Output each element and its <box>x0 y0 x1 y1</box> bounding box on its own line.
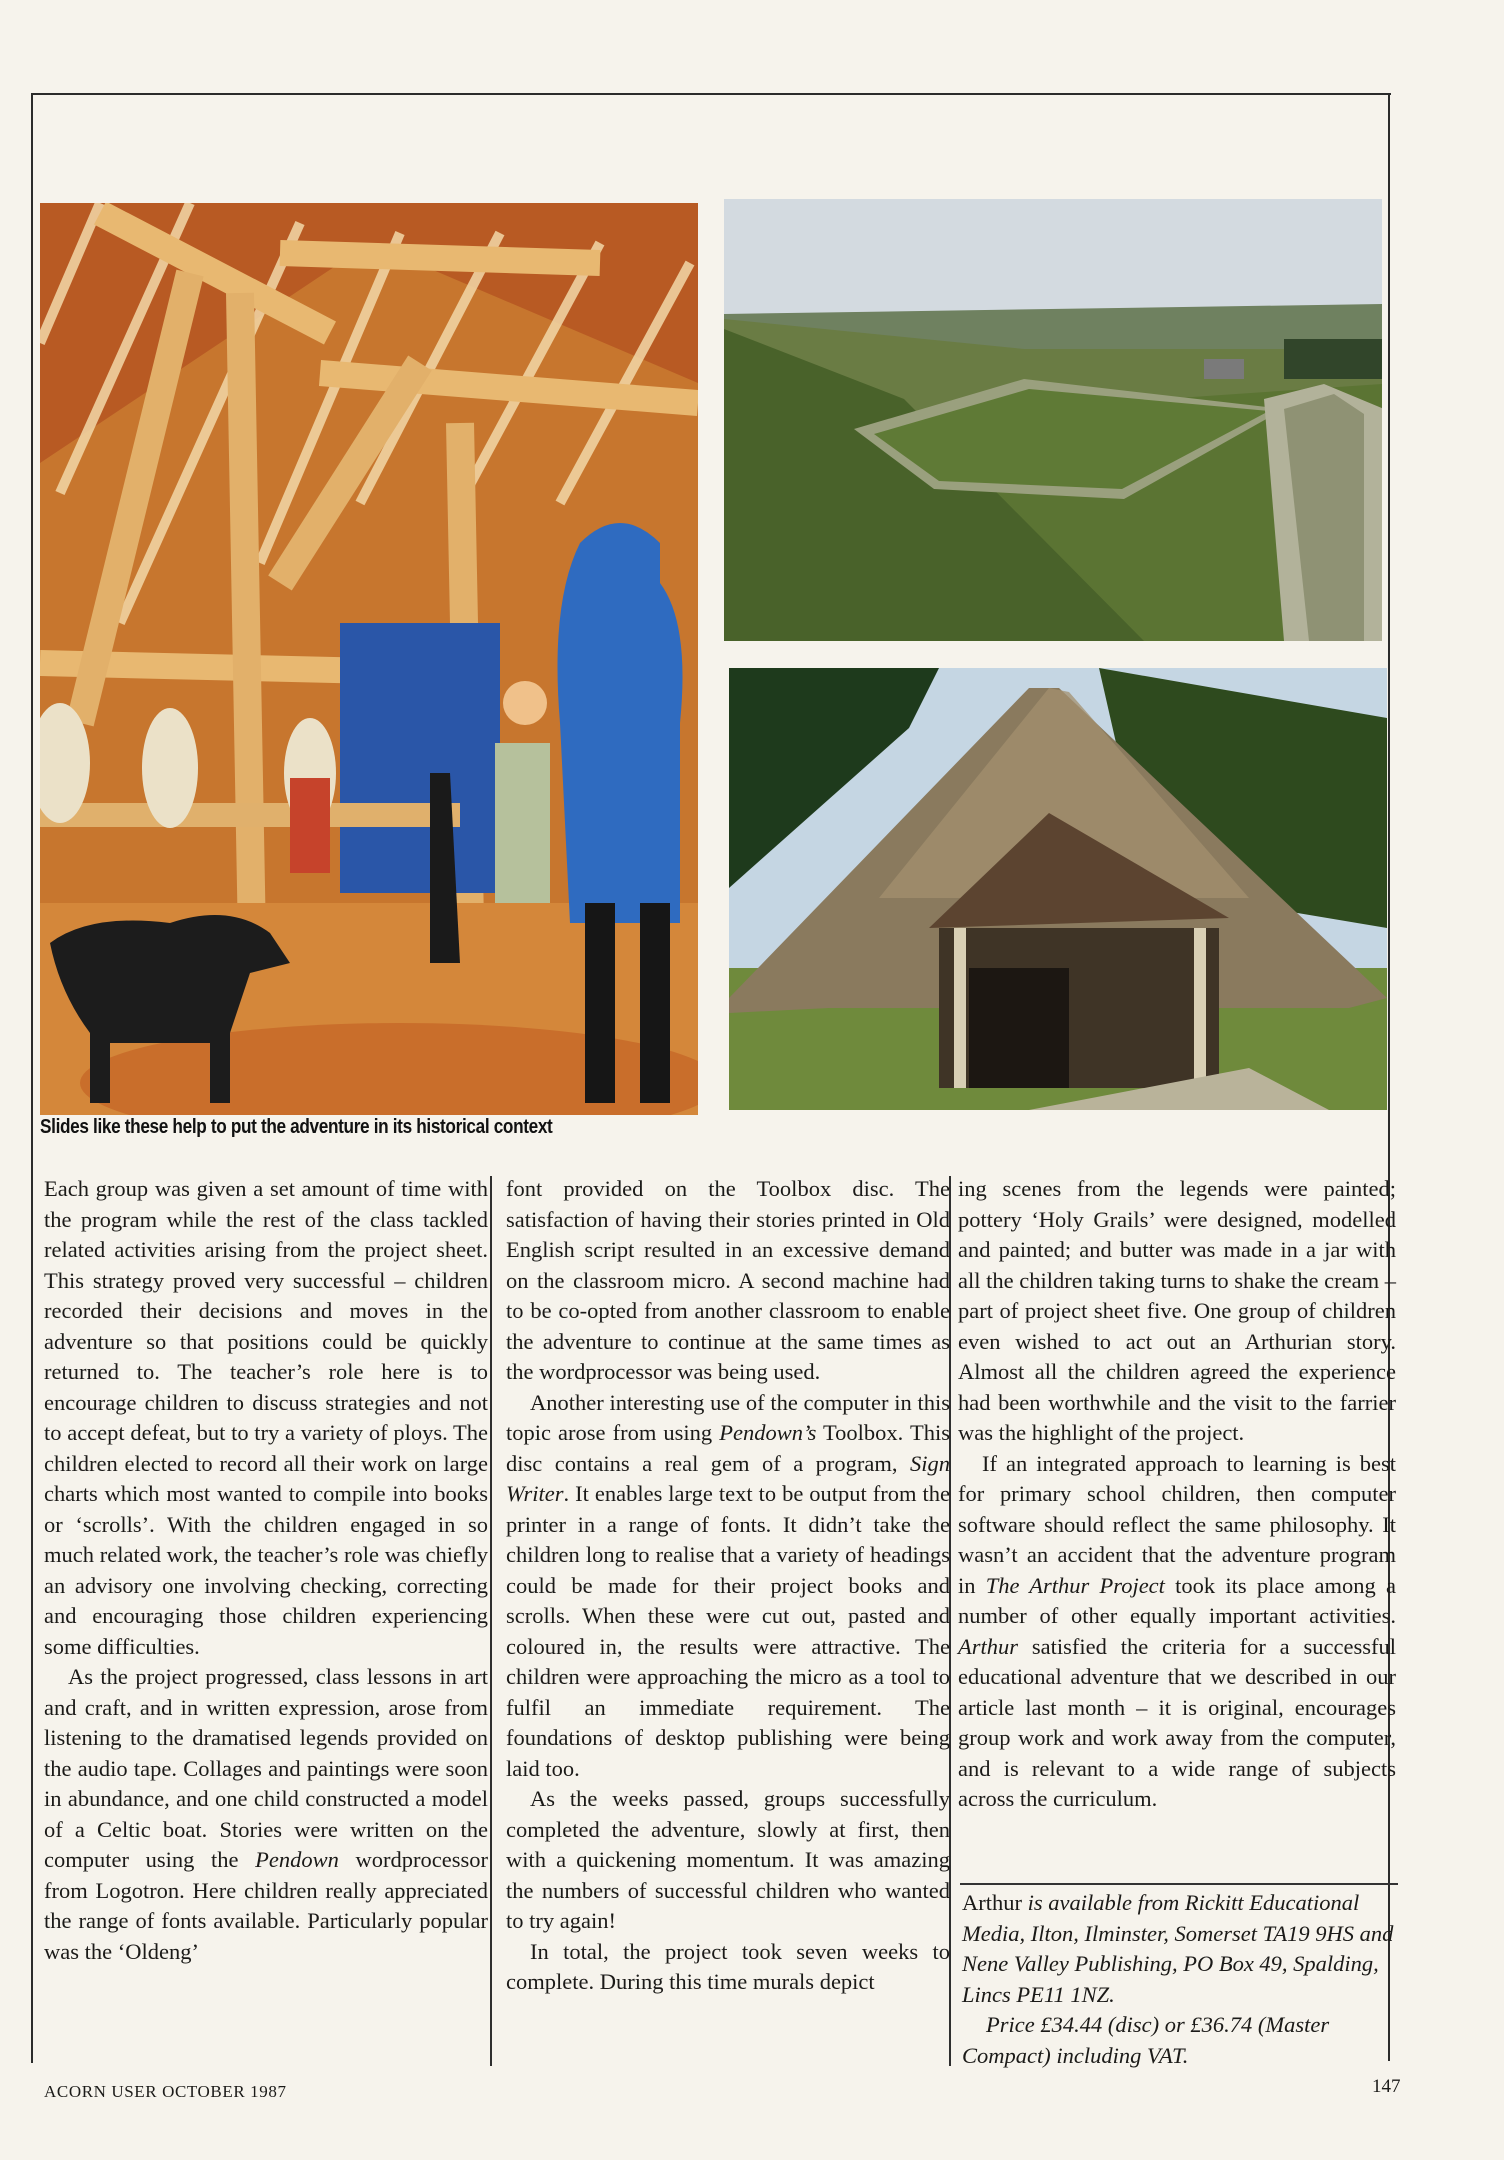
text-run: If an integrated approach to learning is best for primary school children, then computer software should reflect the same philosophy. It wasn’t an accident that the adventure program in <box>958 1450 1396 1598</box>
paragraph: ing scenes from the legends were painted; pottery ‘Holy Grails’ were designed, modelled and painted; and butter was made in a jar with all the children taking turns to shake the cream – part of project sheet five. One group of children even wished to act out an Arthurian story. Almost all the children agreed the experience had been worthwhile and the visit to the farrier was the highlight of the project. <box>958 1176 1396 1445</box>
illustration-medieval-hall <box>40 203 698 1115</box>
text-run: satisfied the criteria for a successful educational adventure that we described in our article last month – it is original, encourages group work and work away from the computer, and is relevant to a wide range of subjects across the curriculum. <box>958 1633 1396 1811</box>
availability-rule <box>960 1883 1398 1885</box>
italic-title: Arthur <box>958 1633 1019 1659</box>
magazine-footer: ACORN USER OCTOBER 1987 <box>44 2082 287 2101</box>
italic-title: Sign Writer <box>506 1450 950 1506</box>
paragraph: font provided on the Toolbox disc. The satisfaction of having their stories printed in Old English script resulted in an excessive demand on the classroom micro. A second machine had to be co-opted from another classroom to enable the adventure to continue at the same times as the wordprocessor was being used. <box>506 1176 950 1384</box>
text-run: Another interesting use of the computer in this topic arose from using <box>506 1389 950 1445</box>
italic-title: The Arthur Project <box>985 1572 1165 1598</box>
paragraph: As the weeks passed, groups successfully completed the adventure, slowly at first, then with a quickening momentum. It was amazing the numbers of successful children who wanted to try again! <box>506 1786 950 1933</box>
photo-roman-fort-ruins <box>724 199 1382 641</box>
paragraph <box>44 1662 488 1967</box>
italic-title: Pendown’s <box>719 1420 817 1445</box>
availability-note <box>962 1888 1400 2071</box>
article-column-3 <box>958 1174 1396 1815</box>
column-rule-left <box>490 1176 492 2066</box>
text-run: . It enables large text to be output from the printer in a range of fonts. It didn’t take the children long to realise that a variety of headings could be made for their project books and scrolls. When these were cut out, pasted and coloured in, the results were attractive. The children were approaching the micro as a tool to fulfil an immediate requirement. The foundations of desktop publishing were being laid too. <box>506 1481 950 1781</box>
photo-thatched-roundhouse <box>729 668 1387 1110</box>
italic-title: Pendown <box>255 1847 339 1872</box>
figure-caption: Slides like these help to put the adventure in its historical context <box>40 1116 553 1138</box>
text-run: took its place among a number of other equally important activities. <box>958 1572 1396 1628</box>
product-name: Arthur <box>962 1890 1022 1915</box>
article-column-1 <box>44 1174 488 1967</box>
text-run: wordprocessor from Logotron. Here children really appreciated the range of fonts available. Particularly popular was the ‘Oldeng’ <box>44 1847 488 1964</box>
paragraph <box>506 1388 950 1785</box>
text-run: As the project progressed, class lessons in art and craft, and in written expression, arose from listening to the dramatised legends provided on the audio tape. Collages and paintings were soon in abundance, and one child constructed a model of a Celtic boat. Stories were written on the computer using the <box>44 1664 488 1872</box>
page-number: 147 <box>1372 2076 1401 2097</box>
paragraph: In total, the project took seven weeks to complete. During this time murals depict <box>506 1938 950 1994</box>
paragraph: Each group was given a set amount of time with the program while the rest of the class tackled related activities arising from the project sheet. This strategy proved very successful – children recorded their decisions and moves in the adventure so that positions could be quickly returned to. The teacher’s role here is to encourage children to discuss strategies and not to accept defeat, but to try a variety of ploys. The children elected to record all their work on large charts which most wanted to compile into books or ‘scrolls’. With the children engaged in so much related work, the teacher’s role was chiefly an advisory one involving checking, correcting and encouraging those children experiencing some difficulties. <box>44 1176 488 1659</box>
text-run: is available from Rickitt Educational Media, Ilton, Ilminster, Somerset TA19 9HS and Nene Valley Publishing, PO Box 49, Spalding, Lincs PE11 1NZ. <box>962 1890 1394 2007</box>
text-run: Toolbox. This disc contains a real gem of a program, <box>506 1420 950 1476</box>
article-column-2 <box>506 1174 950 1998</box>
paragraph <box>958 1449 1396 1815</box>
price-line: Price £34.44 (disc) or £36.74 (Master Compact) including VAT. <box>962 2012 1330 2068</box>
availability-address <box>962 1888 1400 2010</box>
